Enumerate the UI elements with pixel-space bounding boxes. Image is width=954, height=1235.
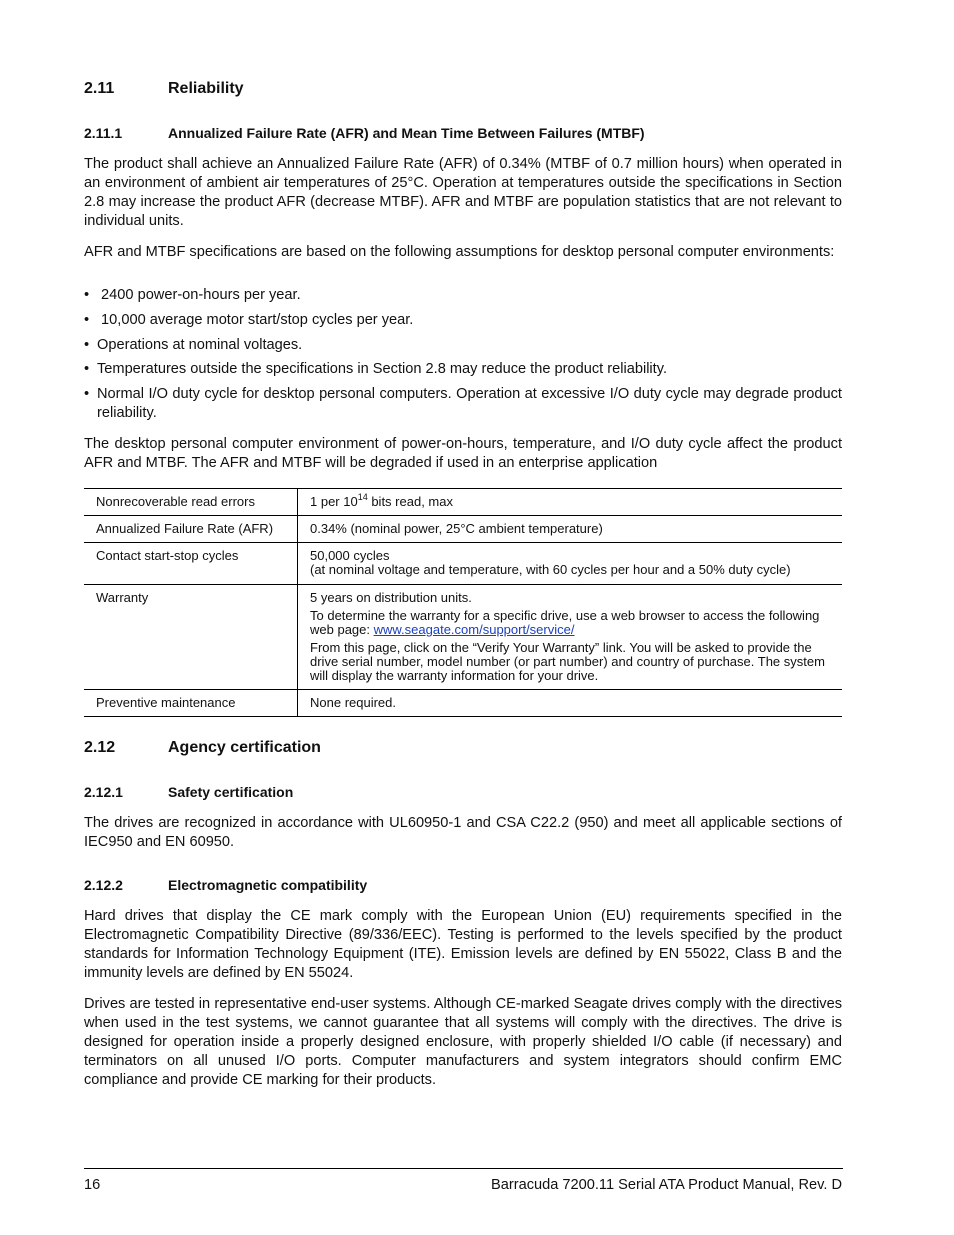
table-row — [84, 543, 842, 585]
bullet-marker: • — [84, 361, 90, 377]
page-number: 16 — [84, 1177, 101, 1193]
section-number: 2.12 — [84, 739, 116, 756]
table-value-cell — [298, 585, 843, 690]
footer-divider — [84, 1168, 843, 1169]
bullet-marker: • — [84, 287, 90, 303]
table-row — [84, 489, 842, 516]
bullet-text: Normal I/O duty cycle for desktop personal computers. Operation at excessive I/O duty cycle may degrade product reliability. — [97, 386, 842, 421]
section-number: 2.11 — [84, 80, 115, 97]
paragraph-afr-intro: The product shall achieve an Annualized Failure Rate (AFR) of 0.34% (MTBF of 0.7 million hours) when operated in an environment of ambient air temperatures of 25°C. Operation at temperatures outside the specifications in Section 2.8 may increase the product AFR (decrease MTBF). AFR and MTBF are population statistics that are not relevant to individual units. — [84, 156, 842, 229]
bullet-marker: • — [84, 312, 90, 328]
section-title: Annualized Failure Rate (AFR) and Mean Time Between Failures (MTBF) — [168, 125, 645, 141]
value-line: 5 years on distribution units. — [310, 590, 472, 605]
section-title: Safety certification — [168, 784, 294, 800]
bullet-marker: • — [84, 386, 90, 402]
table-value-cell — [298, 543, 843, 585]
paragraph-safety: The drives are recognized in accordance with UL60950-1 and CSA C22.2 (950) and meet all applicable sections of IEC950 and EN 60950. — [84, 815, 842, 850]
section-title: Reliability — [168, 80, 244, 97]
table-key-cell: Nonrecoverable read errors — [84, 489, 298, 516]
table-row — [84, 585, 842, 690]
bullet-marker: • — [84, 337, 90, 353]
section-number: 2.12.1 — [84, 784, 123, 800]
paragraph-emc-1: Hard drives that display the CE mark comply with the European Union (EU) requirements specified in the Electromagnetic Compatibility Directive (89/336/EEC). Testing is performed to the levels specified by the product standards for Information Technology Equipment (ITE). Emission levels are defined by EN 55022, Class B and the immunity levels are defined by EN 55024. — [84, 908, 842, 981]
section-number: 2.12.2 — [84, 877, 123, 893]
section-title: Electromagnetic compatibility — [168, 877, 368, 893]
table-row — [84, 690, 842, 717]
paragraph-emc-2: Drives are tested in representative end-user systems. Although CE-marked Seagate drives comply with the directives when used in the test systems, we cannot guarantee that all systems will comply with the directives. The drive is designed for operation inside a properly designed enclosure, with properly shielded I/O cable (if necessary) and terminators on all unused I/O ports. Computer manufacturers and system integrators should confirm EMC compliance and provide CE marking for their products. — [84, 996, 842, 1088]
value-line: From this page, click on the “Verify Your Warranty” link. You will be asked to provide the drive serial number, model number (or part number) and country of purchase. The system will display the warranty information for your drive. — [310, 640, 825, 683]
bullet-text: Operations at nominal voltages. — [97, 337, 303, 353]
value-text: To determine the warranty for a specific drive, use a web browser to access the following web page: — [310, 608, 820, 637]
section-number: 2.11.1 — [84, 125, 123, 141]
value-exponent: 14 — [357, 491, 368, 502]
value-line — [310, 609, 830, 637]
table-value-cell — [298, 489, 843, 516]
table-value-cell: None required. — [298, 690, 843, 717]
value-line: 50,000 cycles — [310, 548, 390, 563]
value-line: (at nominal voltage and temperature, with 60 cycles per hour and a 50% duty cycle) — [310, 562, 791, 577]
table-value-cell: 0.34% (nominal power, 25°C ambient temperature) — [298, 516, 843, 543]
bullet-text: Temperatures outside the specifications in Section 2.8 may reduce the product reliability. — [97, 361, 667, 377]
value-prefix: 1 per 10 — [310, 494, 358, 509]
paragraph-assumptions-intro: AFR and MTBF specifications are based on the following assumptions for desktop personal computer environments: — [84, 244, 835, 260]
warranty-link[interactable]: www.seagate.com/support/service/ — [373, 622, 575, 637]
table-key-cell: Warranty — [84, 585, 298, 690]
table-key-cell: Annualized Failure Rate (AFR) — [84, 516, 298, 543]
bullet-text: 10,000 average motor start/stop cycles per year. — [97, 312, 414, 328]
paragraph-environment-note: The desktop personal computer environment of power-on-hours, temperature, and I/O duty cycle affect the product AFR and MTBF. The AFR and MTBF will be degraded if used in an enterprise application — [84, 436, 842, 471]
table-key-cell: Preventive maintenance — [84, 690, 298, 717]
bullet-text: 2400 power-on-hours per year. — [97, 287, 301, 303]
table-key-cell: Contact start-stop cycles — [84, 543, 298, 585]
section-title: Agency certification — [168, 739, 321, 756]
table-row — [84, 516, 842, 543]
value-suffix: bits read, max — [367, 494, 453, 509]
reliability-spec-table — [84, 488, 842, 717]
document-title: Barracuda 7200.11 Serial ATA Product Manual, Rev. D — [491, 1177, 842, 1193]
